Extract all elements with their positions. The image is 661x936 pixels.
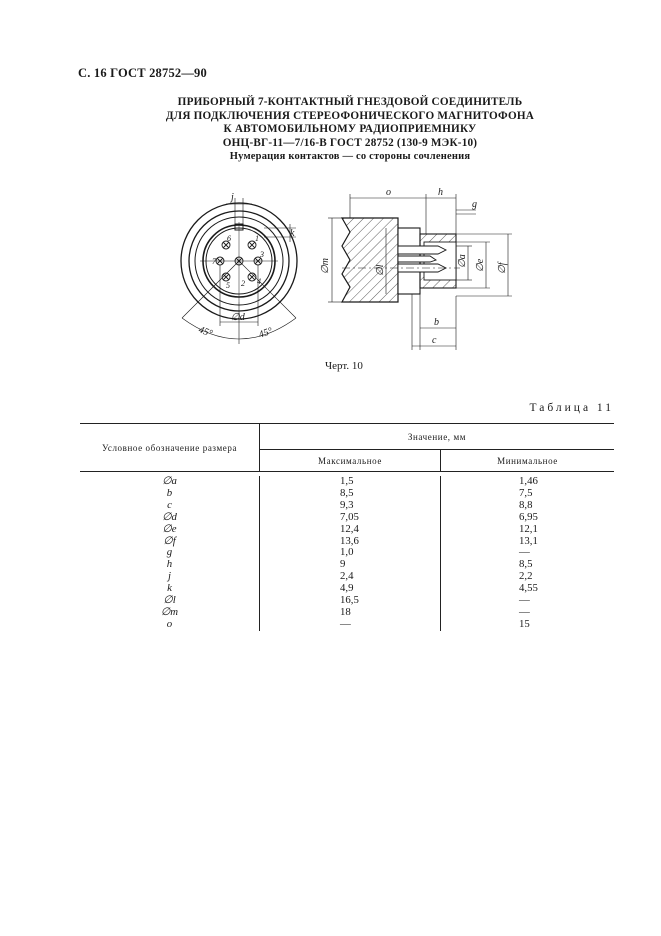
cell-min: 12,1 [519,522,538,535]
cell-min: 15 [519,617,530,630]
label-j: j [231,192,234,203]
cell-min: 8,5 [519,558,533,571]
label-m: ∅m [320,258,331,274]
cell-min: 4,55 [519,582,538,595]
cell-max: 1,0 [260,547,441,559]
label-b: b [434,317,439,328]
label-c: c [432,335,437,346]
cell-designation: k [80,583,260,595]
column-header-designation: Условное обозначение размера [80,424,260,472]
contact-number: 3 [260,250,264,259]
table-body [80,472,614,631]
connector-drawing [160,184,540,356]
label-angle-right: 45° [257,325,275,341]
cell-designation: ∅f [80,536,260,548]
cell-min: 6,95 [519,510,538,523]
table-row [80,524,614,536]
cell-designation: ∅d [80,512,260,524]
table-row [80,547,614,559]
table-row [80,512,614,524]
cell-min: 1,46 [519,475,538,487]
title-line-1: ПРИБОРНЫЙ 7-КОНТАКТНЫЙ ГНЕЗДОВОЙ СОЕДИНИТЕЛЬ [177,96,523,108]
cell-designation: ∅m [80,607,260,619]
column-header-value: Значение, мм [407,431,467,442]
column-header-max: Максимальное [260,450,441,472]
cell-designation: j [80,571,260,583]
cell-min: 13,1 [519,534,538,547]
contact-number: 4 [257,277,261,286]
cell-designation: h [80,559,260,571]
cell-min: — [519,594,530,607]
figure-caption: Черт. 10 [325,360,363,372]
page-header: С. 16 ГОСТ 28752—90 [78,66,207,80]
cell-max: 16,5 [260,595,441,607]
title-line-5: Нумерация контактов — со стороны сочленения [229,151,471,163]
cell-min: 7,5 [519,486,533,499]
cell-max: 7,05 [260,512,441,524]
column-header-min: Минимальное [497,455,558,466]
cell-designation: ∅a [80,476,260,488]
label-l: ∅l [375,264,386,276]
cell-designation: b [80,488,260,500]
document-title [60,96,640,164]
title-line-4: ОНЦ-ВГ-11—7/16-В ГОСТ 28752 (130-9 МЭК-10) [222,136,478,149]
label-angle-left: 45° [196,324,214,340]
cell-designation: g [80,547,260,559]
contact-number: 5 [226,281,230,290]
contact-number: 7 [212,257,216,266]
table-row [80,619,614,631]
label-k: k [290,228,295,239]
dimensions-table [80,423,614,631]
cell-min: 8,8 [519,498,533,511]
cell-min: — [519,605,530,618]
cell-max: 9 [260,559,441,571]
contact-number: 6 [227,234,231,243]
cell-designation: o [80,619,260,631]
label-g: g [472,199,477,210]
title-line-3: К АВТОМОБИЛЬНОМУ РАДИОПРИЕМНИКУ [223,123,477,136]
contact-number: 1 [255,234,259,243]
cell-designation: ∅e [80,524,260,536]
title-line-2: ДЛЯ ПОДКЛЮЧЕНИЯ СТЕРЕОФОНИЧЕСКОГО МАГНИТОФОНА [165,109,535,122]
cell-max: 13,6 [260,536,441,548]
table-row [80,500,614,512]
cell-min: 2,2 [519,570,533,583]
label-o: o [386,187,391,198]
contact-number: 2 [241,279,245,288]
cell-max: 1,5 [260,476,441,488]
table-label: Таблица 11 [529,402,614,414]
label-f: ∅f [497,262,508,274]
cell-min: — [519,546,530,559]
label-h: h [438,187,443,198]
label-e: ∅e [475,258,486,272]
cell-designation: c [80,500,260,512]
label-d: ∅d [231,312,245,323]
cell-designation: ∅l [80,595,260,607]
cell-max: 12,4 [260,524,441,536]
cell-max: 18 [260,607,441,619]
cell-max: — [260,619,441,631]
cell-max: 4,9 [260,583,441,595]
cell-max: 8,5 [260,488,441,500]
label-a: ∅a [457,254,468,268]
cell-max: 2,4 [260,571,441,583]
cell-max: 9,3 [260,500,441,512]
